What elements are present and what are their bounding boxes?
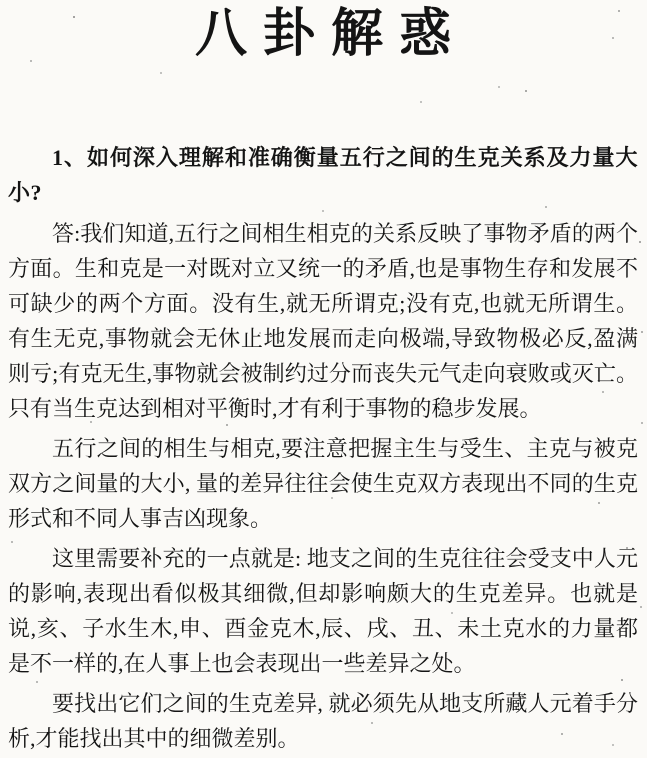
answer-paragraph: 答:我们知道,五行之间相生相克的关系反映了事物矛盾的两个方面。生和克是一对既对立又统一的矛盾,也是事物生存和发展不可缺少的两个方面。没有生,就无所谓克;没有克,也就无所谓生。有生无克,事物就会无休止地发展而走向极端,导致物极必反,盈满则亏;有克无生,事物就会被制约过分而丧失元气走向衰败或灭亡。只有当生克达到相对平衡时,才有利于事物的稳步发展。 — [8, 221, 638, 421]
answer-paragraph: 五行之间的相生与相克,要注意把握主生与受生、主克与被克双方之间量的大小, 量的差异往往会使生克双方表现出不同的生克形式和不同人事吉凶现象。 — [8, 436, 638, 531]
page-title: 八卦解惑 — [194, 6, 467, 63]
answer-paragraph: 要找出它们之间的生克差异, 就必须先从地支所藏人元着手分析,才能找出其中的细微差别。 — [8, 691, 638, 751]
question-heading: 1、如何深入理解和准确衡量五行之间的生克关系及力量大小? — [8, 145, 638, 205]
answer-paragraph: 这里需要补充的一点就是: 地支之间的生克往往会受支中人元的影响,表现出看似极其细微,但却影响颇大的生克差异。也就是说,亥、子水生木,申、酉金克木,辰、戌、丑、未土克水的力量都是不一样的,在人事上也会表现出一些差异之处。 — [8, 546, 638, 676]
